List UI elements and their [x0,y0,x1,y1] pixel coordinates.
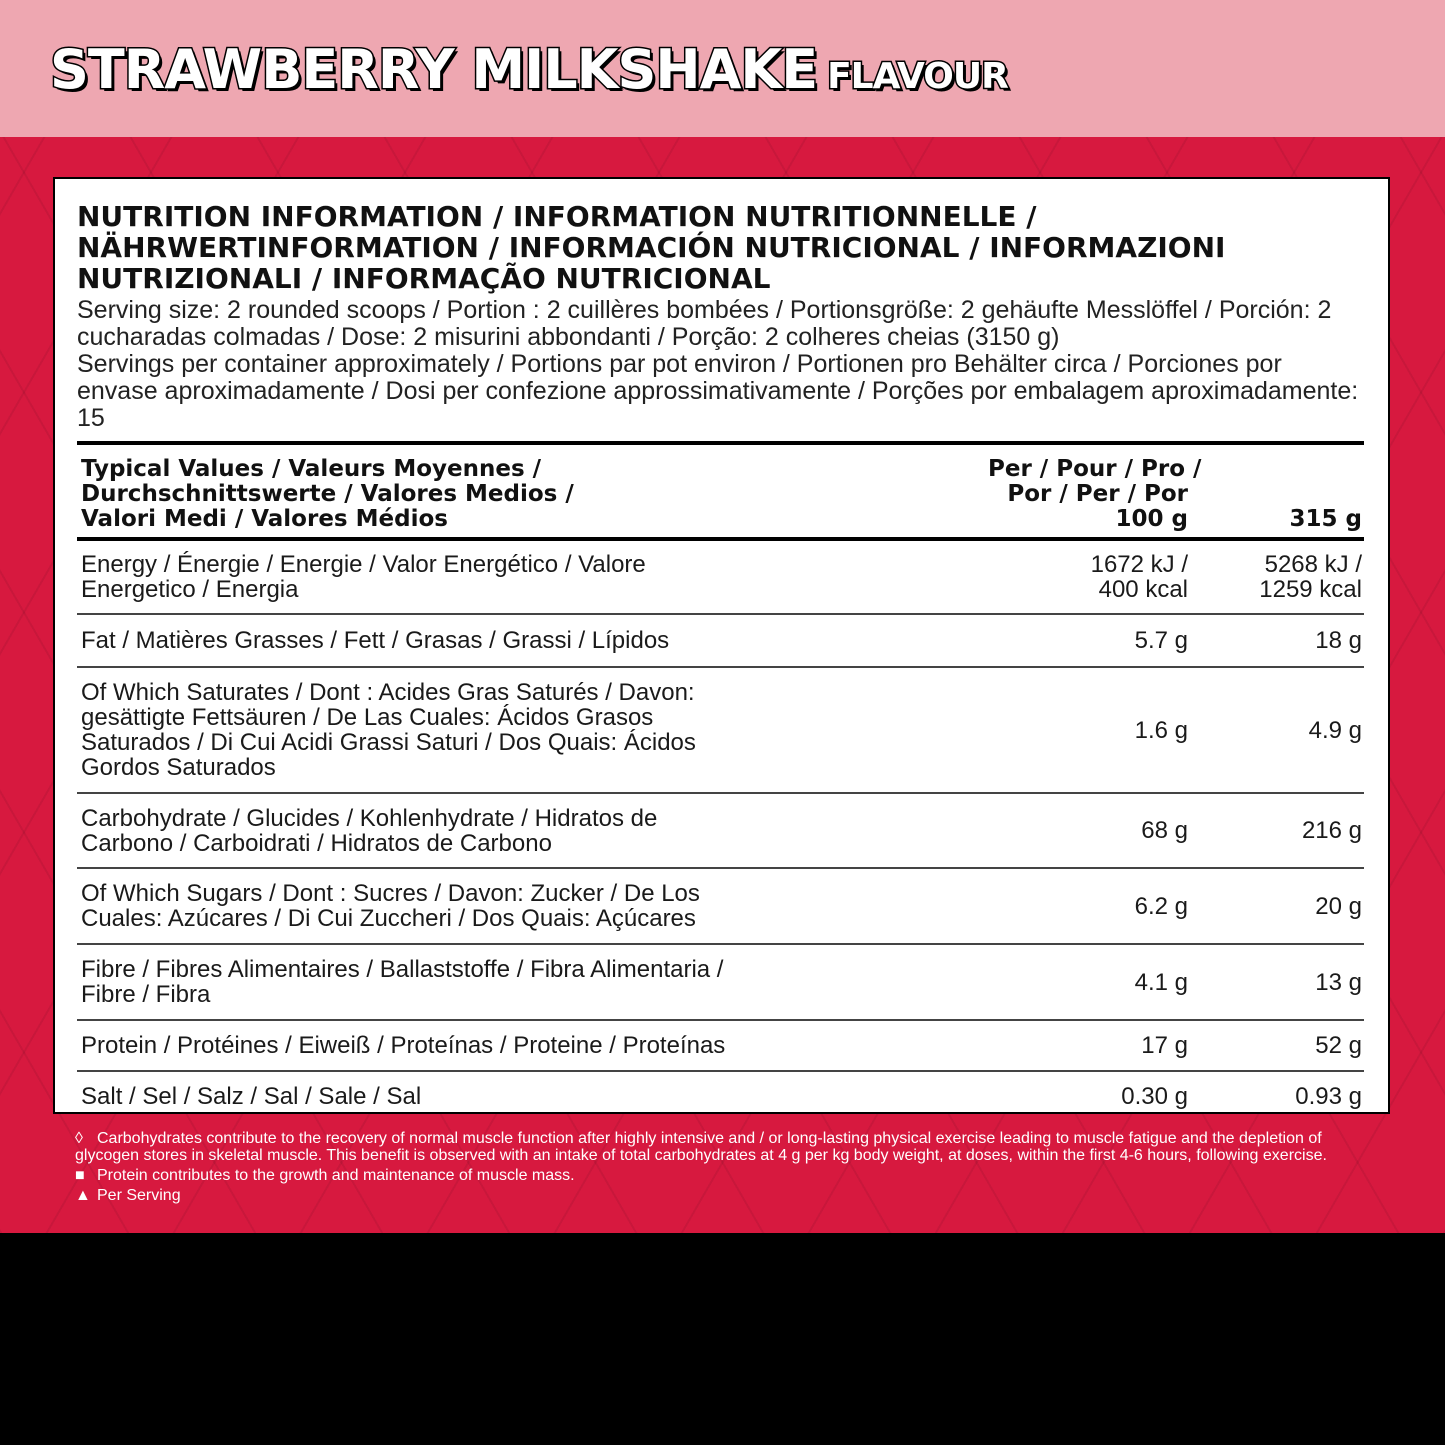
nutrition-panel [53,177,1390,1114]
row-label: Fibre / Fibres Alimentaires / Ballaststoffe / Fibra Alimentaria / Fibre / Fibra [81,956,724,1008]
header-typical-values: Typical Values / Valeurs Moyennes / Durchschnittswerte / Valores Medios / Valori Medi / Valores Médios [81,456,574,532]
row-label: Of Which Sugars / Dont : Sucres / Davon: Zucker / De Los Cuales: Azúcares / Di Cui Zuccheri / Dos Quais: Açúcares [81,880,700,932]
row-value-per-100g: 6.2 g [1134,892,1188,920]
row-value-per-100g: 4.1 g [1134,968,1188,996]
header-per-serving: 315 g [1289,506,1362,532]
flavour-title [50,38,1008,101]
row-label: Salt / Sel / Salz / Sal / Sale / Sal [81,1083,422,1110]
flavour-name: STRAWBERRY MILKSHAKE [50,38,818,101]
table-row-carbohydrate [77,794,1364,869]
row-value-per-100g: 68 g [1141,817,1188,844]
serving-size: Serving size: 2 rounded scoops / Portion : 2 cuillères bombées / Portionsgröße: 2 gehäufte Messlöffel / Porción: 2 cucharadas colmadas / Dose: 2 misurini abbondanti / Porção: 2 colheres cheias (3150 g) [77,296,1332,351]
footnote-protein: ■ Protein contributes to the growth and maintenance of muscle mass. [75,1167,575,1184]
row-value-per-serving: 18 g [1315,627,1362,654]
row-label: Protein / Protéines / Eiweiß / Proteínas / Proteine / Proteínas [81,1032,726,1059]
row-value-per-100g: 1.6 g [1134,716,1188,744]
row-value-per-serving: 216 g [1301,817,1362,844]
square-icon: ■ [75,1167,85,1184]
footnote-carbohydrates: ◊ Carbohydrates contribute to the recovery of normal muscle function after highly intensive and / or long-lasting physical exercise leading to muscle fatigue and the depletion of glycogen stores in skeletal muscle. This benefit is observed with an intake of total carbohydrates at 4 g per kg body weight, at doses, within the first 4-6 hours, following exercise. [75,1130,1327,1164]
row-value-per-serving: 0.93 g [1295,1083,1362,1110]
table-row-protein [77,1021,1364,1072]
table-row-sugars [77,869,1364,945]
row-value-per-100g: 0.30 g [1121,1083,1188,1110]
nutrition-table [77,441,1364,1121]
row-value-per-100g: 1672 kJ / 400 kcal [1090,551,1188,603]
row-label: Fat / Matières Grasses / Fett / Grasas / Grassi / Lípidos [81,627,670,654]
flavour-banner [0,0,1445,137]
row-value-per-serving: 52 g [1315,1032,1362,1059]
row-value-per-serving: 20 g [1315,892,1362,920]
table-header-row [77,445,1364,541]
footnotes [75,1130,1345,1207]
table-row-fibre [77,945,1364,1021]
row-label: Of Which Saturates / Dont : Acides Gras Saturés / Davon: gesättigte Fettsäuren / De Las Cuales: Ácidos Grasos Saturados / Di Cui Acidi Grassi Saturi / Dos Quais: Ácidos Gordos Saturados [81,679,696,781]
triangle-icon: ▲ [75,1187,91,1204]
flavour-suffix: FLAVOUR [827,56,1008,97]
header-per-100g: Per / Pour / Pro / Por / Per / Por 100 g [988,456,1202,532]
bottom-black-band [0,1233,1445,1445]
row-value-per-100g: 17 g [1141,1032,1188,1059]
table-row-fat [77,615,1364,668]
servings-per-container: Servings per container approximately / Portions par pot environ / Portionen pro Behälter circa / Porciones por envase aproximadamente / Dosi per confezione approssimativamente / Porções por embalagem aproximadamente: 15 [77,350,1359,432]
diamond-icon: ◊ [75,1130,83,1147]
row-value-per-serving: 13 g [1315,968,1362,996]
row-label: Energy / Énergie / Energie / Valor Energético / Valore Energetico / Energia [81,551,646,603]
row-value-per-serving: 5268 kJ / 1259 kcal [1259,551,1362,603]
table-row-salt [77,1072,1364,1121]
table-row-energy [77,541,1364,615]
row-value-per-serving: 4.9 g [1308,716,1362,744]
serving-info [77,297,1367,432]
row-value-per-100g: 5.7 g [1134,627,1188,654]
nutrition-heading: NUTRITION INFORMATION / INFORMATION NUTRITIONNELLE / NÄHRWERTINFORMATION / INFORMACIÓN NUTRICIONAL / INFORMAZIONI NUTRIZIONALI / INFORMAÇÃO NUTRICIONAL [77,200,1226,295]
footnote-per-serving: ▲ Per Serving [75,1187,181,1204]
table-row-saturates [77,668,1364,794]
row-label: Carbohydrate / Glucides / Kohlenhydrate / Hidratos de Carbono / Carboidrati / Hidratos de Carbono [81,804,658,857]
